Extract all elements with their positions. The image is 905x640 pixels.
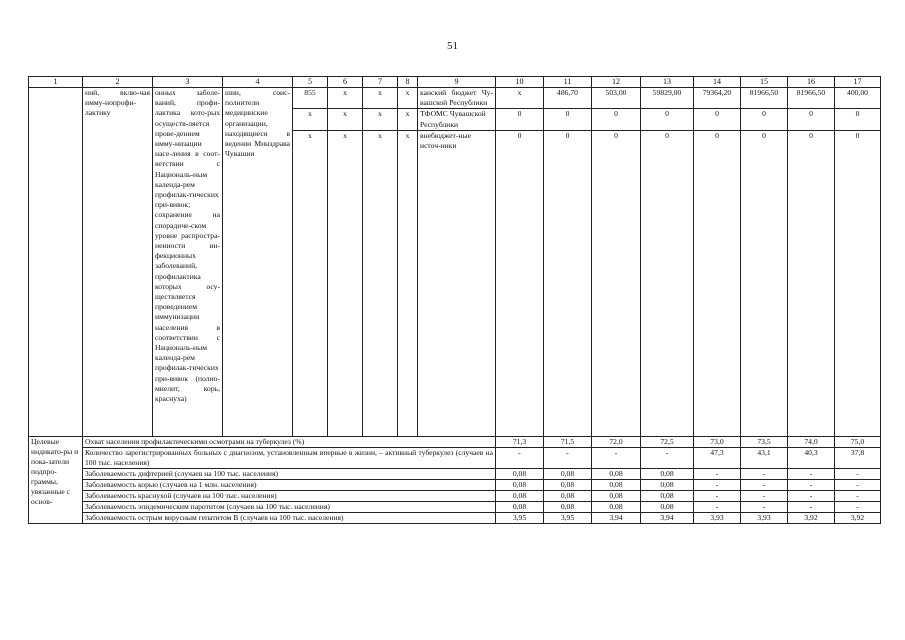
value-cell: 0 xyxy=(694,130,741,436)
indicator-value-cell: - xyxy=(694,502,741,513)
indicator-value-cell: 3,95 xyxy=(544,513,592,524)
header-cell: 7 xyxy=(363,77,398,88)
indicator-value-cell: 0,08 xyxy=(592,491,641,502)
header-row xyxy=(29,77,881,88)
indicator-value-cell: 37,8 xyxy=(835,447,881,468)
indicator-value-cell: 72,5 xyxy=(641,436,694,447)
funding-source-cell: ТФОМС Чувашской Республики xyxy=(418,109,496,130)
value-cell: 0 xyxy=(641,130,694,436)
value-cell: 503,00 xyxy=(592,88,641,109)
header-cell: 2 xyxy=(83,77,153,88)
indicator-name-cell: Охват населения профилактическими осмотрами на туберкулез (%) xyxy=(83,436,496,447)
indicator-row xyxy=(29,491,881,502)
code-cell: x xyxy=(398,88,418,109)
header-cell: 4 xyxy=(223,77,293,88)
header-cell: 8 xyxy=(398,77,418,88)
header-cell: 15 xyxy=(741,77,788,88)
header-cell: 9 xyxy=(418,77,496,88)
indicator-value-cell: - xyxy=(741,469,788,480)
indicator-value-cell: 3,95 xyxy=(496,513,544,524)
indicator-value-cell: 0,08 xyxy=(592,502,641,513)
value-cell: 0 xyxy=(544,109,592,130)
indicator-value-cell: - xyxy=(694,469,741,480)
indicator-value-cell: - xyxy=(835,469,881,480)
indicator-value-cell: 0,08 xyxy=(641,502,694,513)
value-cell: 0 xyxy=(592,109,641,130)
header-cell: 16 xyxy=(788,77,835,88)
indicator-value-cell: 0,08 xyxy=(496,502,544,513)
indicator-value-cell: 0,08 xyxy=(496,480,544,491)
indicator-value-cell: 0,08 xyxy=(544,491,592,502)
indicator-value-cell: 0,08 xyxy=(496,469,544,480)
indicator-value-cell: 0,08 xyxy=(544,469,592,480)
indicator-value-cell: 0,08 xyxy=(641,480,694,491)
indicator-value-cell: - xyxy=(741,491,788,502)
indicator-value-cell: 0,08 xyxy=(641,491,694,502)
code-cell: x xyxy=(328,109,363,130)
code-cell: x xyxy=(328,88,363,109)
indicator-value-cell: 43,1 xyxy=(741,447,788,468)
indicator-row xyxy=(29,469,881,480)
header-cell: 17 xyxy=(835,77,881,88)
code-cell: x xyxy=(363,109,398,130)
indicator-name-cell: Заболеваемость краснухой (случаев на 100 тыс. населения) xyxy=(83,491,496,502)
measure-name-cell: ний, вклю-чая имму-нопрофи-лактику xyxy=(83,88,153,437)
header-cell: 12 xyxy=(592,77,641,88)
header-cell: 13 xyxy=(641,77,694,88)
indicator-row xyxy=(29,436,881,447)
header-cell: 3 xyxy=(153,77,223,88)
value-cell: 0 xyxy=(496,130,544,436)
funding-source-cell: внебюджет-ные источ-ники xyxy=(418,130,496,436)
indicator-row xyxy=(29,502,881,513)
value-cell: 81966,50 xyxy=(741,88,788,109)
indicator-value-cell: 0,08 xyxy=(496,491,544,502)
indicator-value-cell: - xyxy=(788,469,835,480)
value-cell: 0 xyxy=(835,130,881,436)
indicator-value-cell: 3,92 xyxy=(835,513,881,524)
indicator-value-cell: - xyxy=(835,480,881,491)
value-cell: 0 xyxy=(788,109,835,130)
indicator-value-cell: 3,93 xyxy=(694,513,741,524)
code-cell: x xyxy=(293,130,328,436)
empty-cell xyxy=(29,88,83,437)
indicator-row xyxy=(29,480,881,491)
value-cell: 0 xyxy=(641,109,694,130)
indicator-row xyxy=(29,447,881,468)
code-cell: x xyxy=(398,109,418,130)
indicator-value-cell: 72,0 xyxy=(592,436,641,447)
indicator-value-cell: - xyxy=(788,480,835,491)
code-cell: x xyxy=(293,109,328,130)
indicator-value-cell: - xyxy=(592,447,641,468)
value-cell: 0 xyxy=(694,109,741,130)
indicator-row xyxy=(29,513,881,524)
indicator-value-cell: - xyxy=(741,502,788,513)
value-cell: 81966,50 xyxy=(788,88,835,109)
indicator-value-cell: - xyxy=(641,447,694,468)
indicator-name-cell: Количество зарегистрированных больных с диагнозом, установленным впервые в жизни, – активный туберкулез (случаев на 100 тыс. населения) xyxy=(83,447,496,468)
indicator-value-cell: 73,5 xyxy=(741,436,788,447)
indicator-value-cell: 71,5 xyxy=(544,436,592,447)
indicator-name-cell: Заболеваемость эпидемическим паротитом (случаев на 100 тыс. населения) xyxy=(83,502,496,513)
value-cell: 486,70 xyxy=(544,88,592,109)
value-cell: 0 xyxy=(741,109,788,130)
indicator-value-cell: 73,0 xyxy=(694,436,741,447)
indicator-name-cell: Заболеваемость корью (случаев на 1 млн. населения) xyxy=(83,480,496,491)
indicator-value-cell: - xyxy=(544,447,592,468)
indicator-value-cell: 3,94 xyxy=(592,513,641,524)
header-cell: 6 xyxy=(328,77,363,88)
funding-row xyxy=(29,88,881,109)
header-cell: 14 xyxy=(694,77,741,88)
code-cell: x xyxy=(363,88,398,109)
code-cell: 855 xyxy=(293,88,328,109)
value-cell: 0 xyxy=(741,130,788,436)
indicator-name-cell: Заболеваемость острым вирусным гепатитом В (случаев на 100 тыс. населения) xyxy=(83,513,496,524)
indicator-name-cell: Заболеваемость дифтерией (случаев на 100 тыс. населения) xyxy=(83,469,496,480)
indicator-value-cell: 47,3 xyxy=(694,447,741,468)
indicator-value-cell: - xyxy=(788,491,835,502)
indicator-value-cell: 0,08 xyxy=(641,469,694,480)
indicator-value-cell: 3,94 xyxy=(641,513,694,524)
value-cell: x xyxy=(496,88,544,109)
indicator-value-cell: 0,08 xyxy=(592,480,641,491)
program-table xyxy=(28,76,881,524)
indicator-value-cell: 0,08 xyxy=(544,480,592,491)
indicator-value-cell: 3,92 xyxy=(788,513,835,524)
indicator-value-cell: - xyxy=(694,491,741,502)
funding-source-cell: канский бюджет Чу-вашской Республики xyxy=(418,88,496,109)
value-cell: 400,00 xyxy=(835,88,881,109)
value-cell: 0 xyxy=(544,130,592,436)
code-cell: x xyxy=(398,130,418,436)
indicator-value-cell: - xyxy=(496,447,544,468)
indicator-value-cell: - xyxy=(835,491,881,502)
indicator-value-cell: - xyxy=(741,480,788,491)
indicator-value-cell: - xyxy=(788,502,835,513)
value-cell: 0 xyxy=(592,130,641,436)
header-cell: 11 xyxy=(544,77,592,88)
indicator-value-cell: 71,3 xyxy=(496,436,544,447)
header-cell: 1 xyxy=(29,77,83,88)
page-number: 51 xyxy=(447,40,458,52)
value-cell: 0 xyxy=(788,130,835,436)
code-cell: x xyxy=(363,130,398,436)
value-cell: 59829,00 xyxy=(641,88,694,109)
header-cell: 10 xyxy=(496,77,544,88)
indicators-label-cell: Целевые индикато-ры и пока-затели подпро-граммы, увязанные с основ- xyxy=(29,436,83,523)
value-cell: 0 xyxy=(835,109,881,130)
indicator-value-cell: - xyxy=(835,502,881,513)
indicator-value-cell: 40,3 xyxy=(788,447,835,468)
measure-goal-cell: онных заболе-ваний, профи-лактика кото-рых осуществ-ляется прове-дением имму-низации насе-ления в соот-ветствии с Националь-ным календа-рем профилак-тических при-вивок; сохранение на спорадиче-ском уровне распростра-ненности ин-фекционных заболеваний, профилактика которых осу-ществляется проведением иммунизации населения в соответствии с Националь-ным календа-рем профилак-тических при-вивок (полио-миелит, корь, краснуха) xyxy=(153,88,223,437)
executor-cell: шии, соис-полнители медицинские организации, находящиеся в ведении Минздрава Чувашии xyxy=(223,88,293,437)
header-cell: 5 xyxy=(293,77,328,88)
value-cell: 0 xyxy=(496,109,544,130)
indicator-value-cell: 75,0 xyxy=(835,436,881,447)
code-cell: x xyxy=(328,130,363,436)
indicator-value-cell: - xyxy=(694,480,741,491)
indicator-value-cell: 3,93 xyxy=(741,513,788,524)
indicator-value-cell: 74,0 xyxy=(788,436,835,447)
indicator-value-cell: 0,08 xyxy=(544,502,592,513)
indicator-value-cell: 0,08 xyxy=(592,469,641,480)
value-cell: 79364,20 xyxy=(694,88,741,109)
